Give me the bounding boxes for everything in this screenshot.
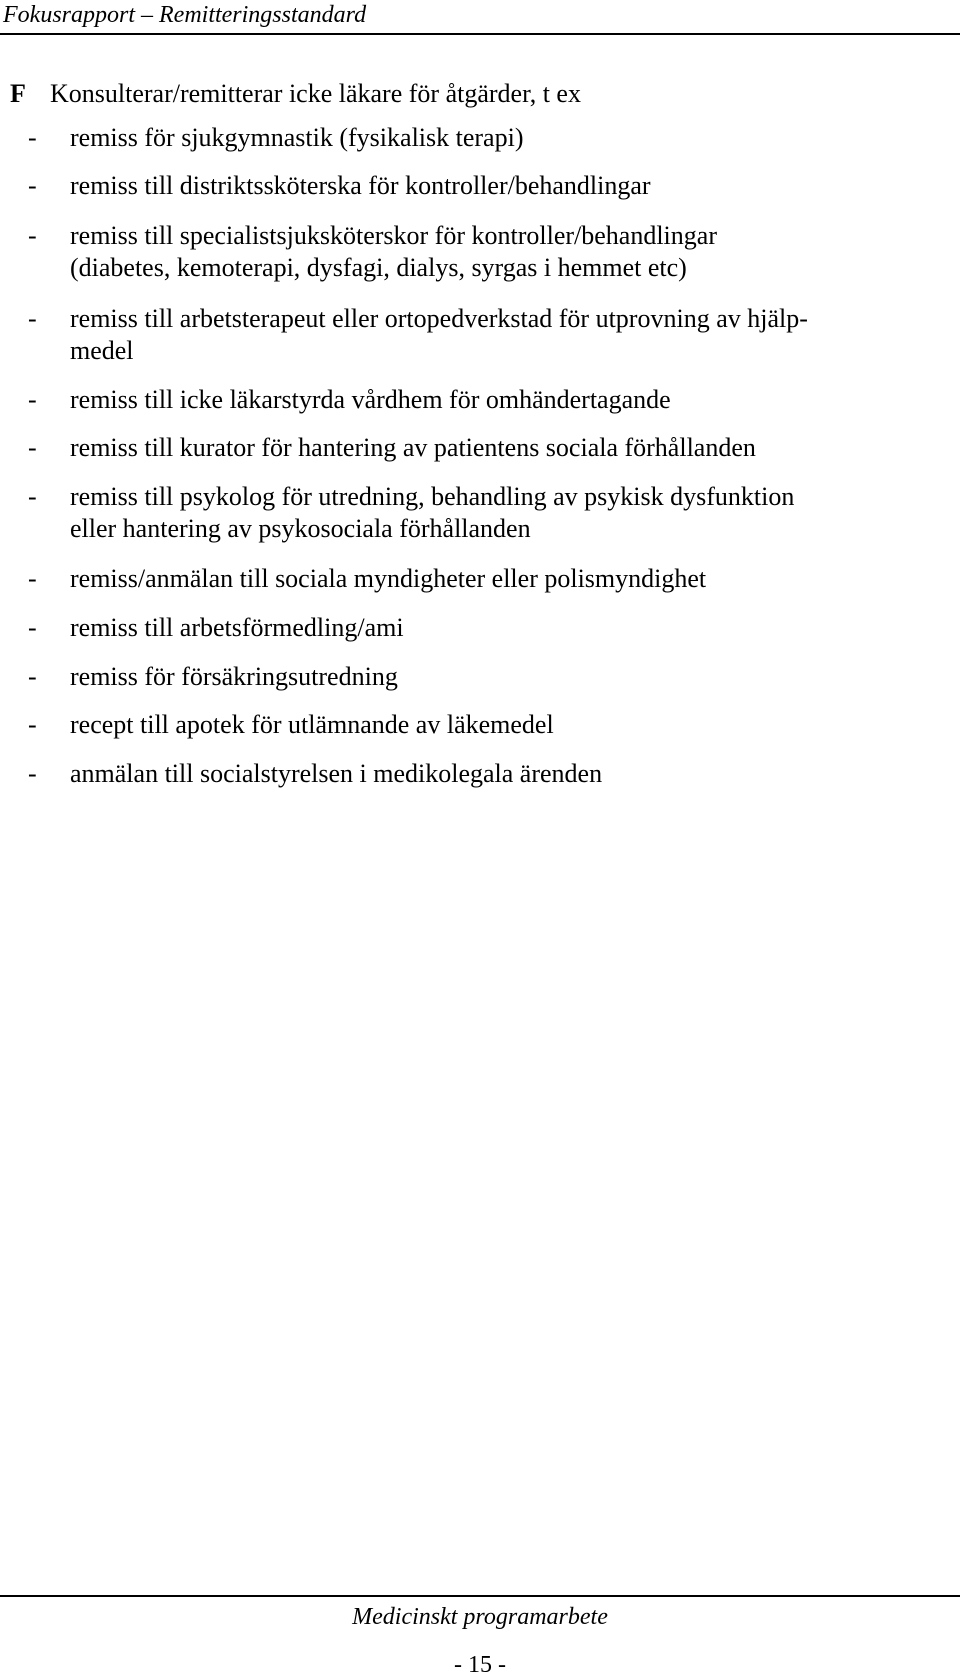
list-item-dash: - <box>28 221 37 250</box>
list-item-text: remiss för försäkringsutredning <box>70 662 398 691</box>
header-rule <box>0 33 960 35</box>
list-item <box>28 481 948 545</box>
list-item-text: remiss/anmälan till sociala myndigheter eller polismyndighet <box>70 564 707 593</box>
list-item-dash: - <box>28 385 37 414</box>
list-item <box>28 384 948 416</box>
list-item-text: remiss till kurator för hantering av patientens sociala förhållanden <box>70 433 756 462</box>
list-item-text: anmälan till socialstyrelsen i medikolegala ärenden <box>70 759 603 788</box>
list-item <box>28 122 948 154</box>
section-heading <box>10 78 581 110</box>
list-item <box>28 661 948 693</box>
header-title: Fokusrapport – Remitteringsstandard <box>3 2 367 28</box>
list-item-dash: - <box>28 710 37 739</box>
list-item-text: remiss till specialistsjuksköterskor för kontroller/behandlingar <box>70 221 717 250</box>
list-item <box>28 170 948 202</box>
list-item <box>28 220 948 284</box>
list-item <box>28 612 948 644</box>
section-title: Konsulterar/remitterar icke läkare för åtgärder, t ex <box>50 79 581 108</box>
list-item-text: remiss till distriktssköterska för kontroller/behandlingar <box>70 171 651 200</box>
list-item-dash: - <box>28 123 37 152</box>
list-item-text: recept till apotek för utlämnande av läkemedel <box>70 710 554 739</box>
list-item-text: remiss till arbetsförmedling/ami <box>70 613 404 642</box>
list-item-text: remiss till icke läkarstyrda vårdhem för omhändertagande <box>70 385 671 414</box>
list-item-text: remiss till psykolog för utredning, behandling av psykisk dysfunktion <box>70 482 795 511</box>
list-item-dash: - <box>28 759 37 788</box>
list-item-text: remiss för sjukgymnastik (fysikalisk terapi) <box>70 123 524 152</box>
list-item <box>28 432 948 464</box>
list-item-text-continued: eller hantering av psykosociala förhållanden <box>70 514 531 543</box>
page-header <box>0 0 960 36</box>
list-item-dash: - <box>28 662 37 691</box>
list-item <box>28 758 948 790</box>
list-item-dash: - <box>28 304 37 333</box>
page-number: - 15 - <box>454 1652 506 1678</box>
list-item <box>28 563 948 595</box>
list-item-dash: - <box>28 613 37 642</box>
section-letter: F <box>10 79 26 108</box>
list-item <box>28 709 948 741</box>
list-item <box>28 303 948 367</box>
list-item-dash: - <box>28 564 37 593</box>
list-item-dash: - <box>28 433 37 462</box>
list-item-dash: - <box>28 171 37 200</box>
list-item-dash: - <box>28 482 37 511</box>
footer-title: Medicinskt programarbete <box>352 1604 608 1630</box>
list-item-text-continued: medel <box>70 336 134 365</box>
footer-rule <box>0 1595 960 1597</box>
list-item-text: remiss till arbetsterapeut eller ortopedverkstad för utprovning av hjälp- <box>70 304 808 333</box>
list-item-text-continued: (diabetes, kemoterapi, dysfagi, dialys, syrgas i hemmet etc) <box>70 253 687 282</box>
